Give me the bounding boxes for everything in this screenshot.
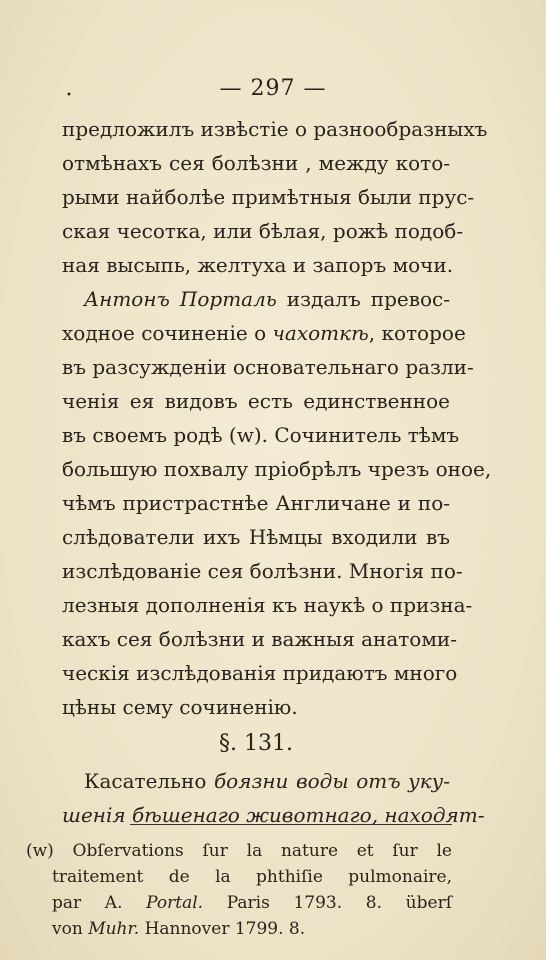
text-line: большую похвалу пріобрѣлъ чрезъ оное, — [62, 457, 492, 481]
text-line: въ своемъ родѣ (w). Сочинитель тѣмъ — [62, 423, 460, 447]
text-line: цѣны сему сочиненію. — [62, 695, 298, 719]
footnote-line — [26, 890, 452, 916]
footnote-line — [26, 916, 452, 942]
text-fragment: , которое — [368, 321, 466, 345]
text-line: ная высыпь, желтуха и запоръ мочи. — [62, 253, 454, 277]
text-line: ченія ея видовъ есть единственное — [62, 389, 450, 413]
italic-term: чахоткѣ — [272, 321, 369, 345]
italic-term: боязни воды отъ уку- — [213, 769, 451, 793]
body-text — [62, 112, 492, 832]
text-line — [62, 798, 485, 832]
text-line: ческія изслѣдованія придаютъ много — [62, 661, 458, 685]
text-line: предложилъ извѣстіе о разнообразныхъ — [62, 117, 488, 141]
footnote-line: traitement de la phthiſie pulmonaire, — [52, 867, 452, 887]
italic-term: находят- — [384, 803, 485, 827]
footnote-line: (w) Obſervations ſur la nature et ſur le — [26, 841, 452, 861]
text-fragment: Hannover 1799. 8. — [139, 919, 306, 939]
text-line: кахъ сея болѣзни и важныя анатоми- — [62, 627, 457, 651]
italic-term: шенія бѣшенаго животнаго, — [62, 803, 379, 827]
footnote — [26, 838, 452, 942]
text-fragment: ходное сочиненіе о — [62, 321, 273, 345]
footnote-rule — [130, 824, 452, 825]
text-line: отмѣнахъ сея болѣзни , между кото- — [62, 151, 450, 175]
text-fragment: von — [52, 919, 89, 939]
author-name: Антонъ Порталь — [84, 287, 277, 311]
italic-name: Muhr. — [88, 919, 140, 939]
ink-dot: • — [66, 90, 72, 101]
text-line: рыми найболѣе примѣтныя были прус- — [62, 185, 475, 209]
italic-name: Portal. — [146, 893, 204, 913]
text-line: въ разсужденіи основательнаго разли- — [62, 355, 474, 379]
text-fragment: Paris 1793. 8. überſ — [203, 893, 452, 913]
text-line — [62, 316, 466, 350]
text-line: слѣдователи ихъ Нѣмцы входили въ — [62, 525, 450, 549]
text-fragment: Касательно — [84, 769, 214, 793]
page-number: — 297 — — [219, 76, 327, 101]
section-heading: §. 131. — [219, 731, 293, 756]
text-line: чѣмъ пристрастнѣе Англичане и по- — [62, 491, 450, 515]
text-line — [62, 764, 450, 798]
text-line: изслѣдованіе сея болѣзни. Многія по- — [62, 559, 463, 583]
text-line — [62, 282, 450, 316]
text-line: лезныя дополненія къ наукѣ о призна- — [62, 593, 473, 617]
text-fragment: издалъ превос- — [276, 287, 450, 311]
text-line: ская чесотка, или бѣлая, рожѣ подоб- — [62, 219, 464, 243]
text-fragment: par A. — [52, 893, 147, 913]
